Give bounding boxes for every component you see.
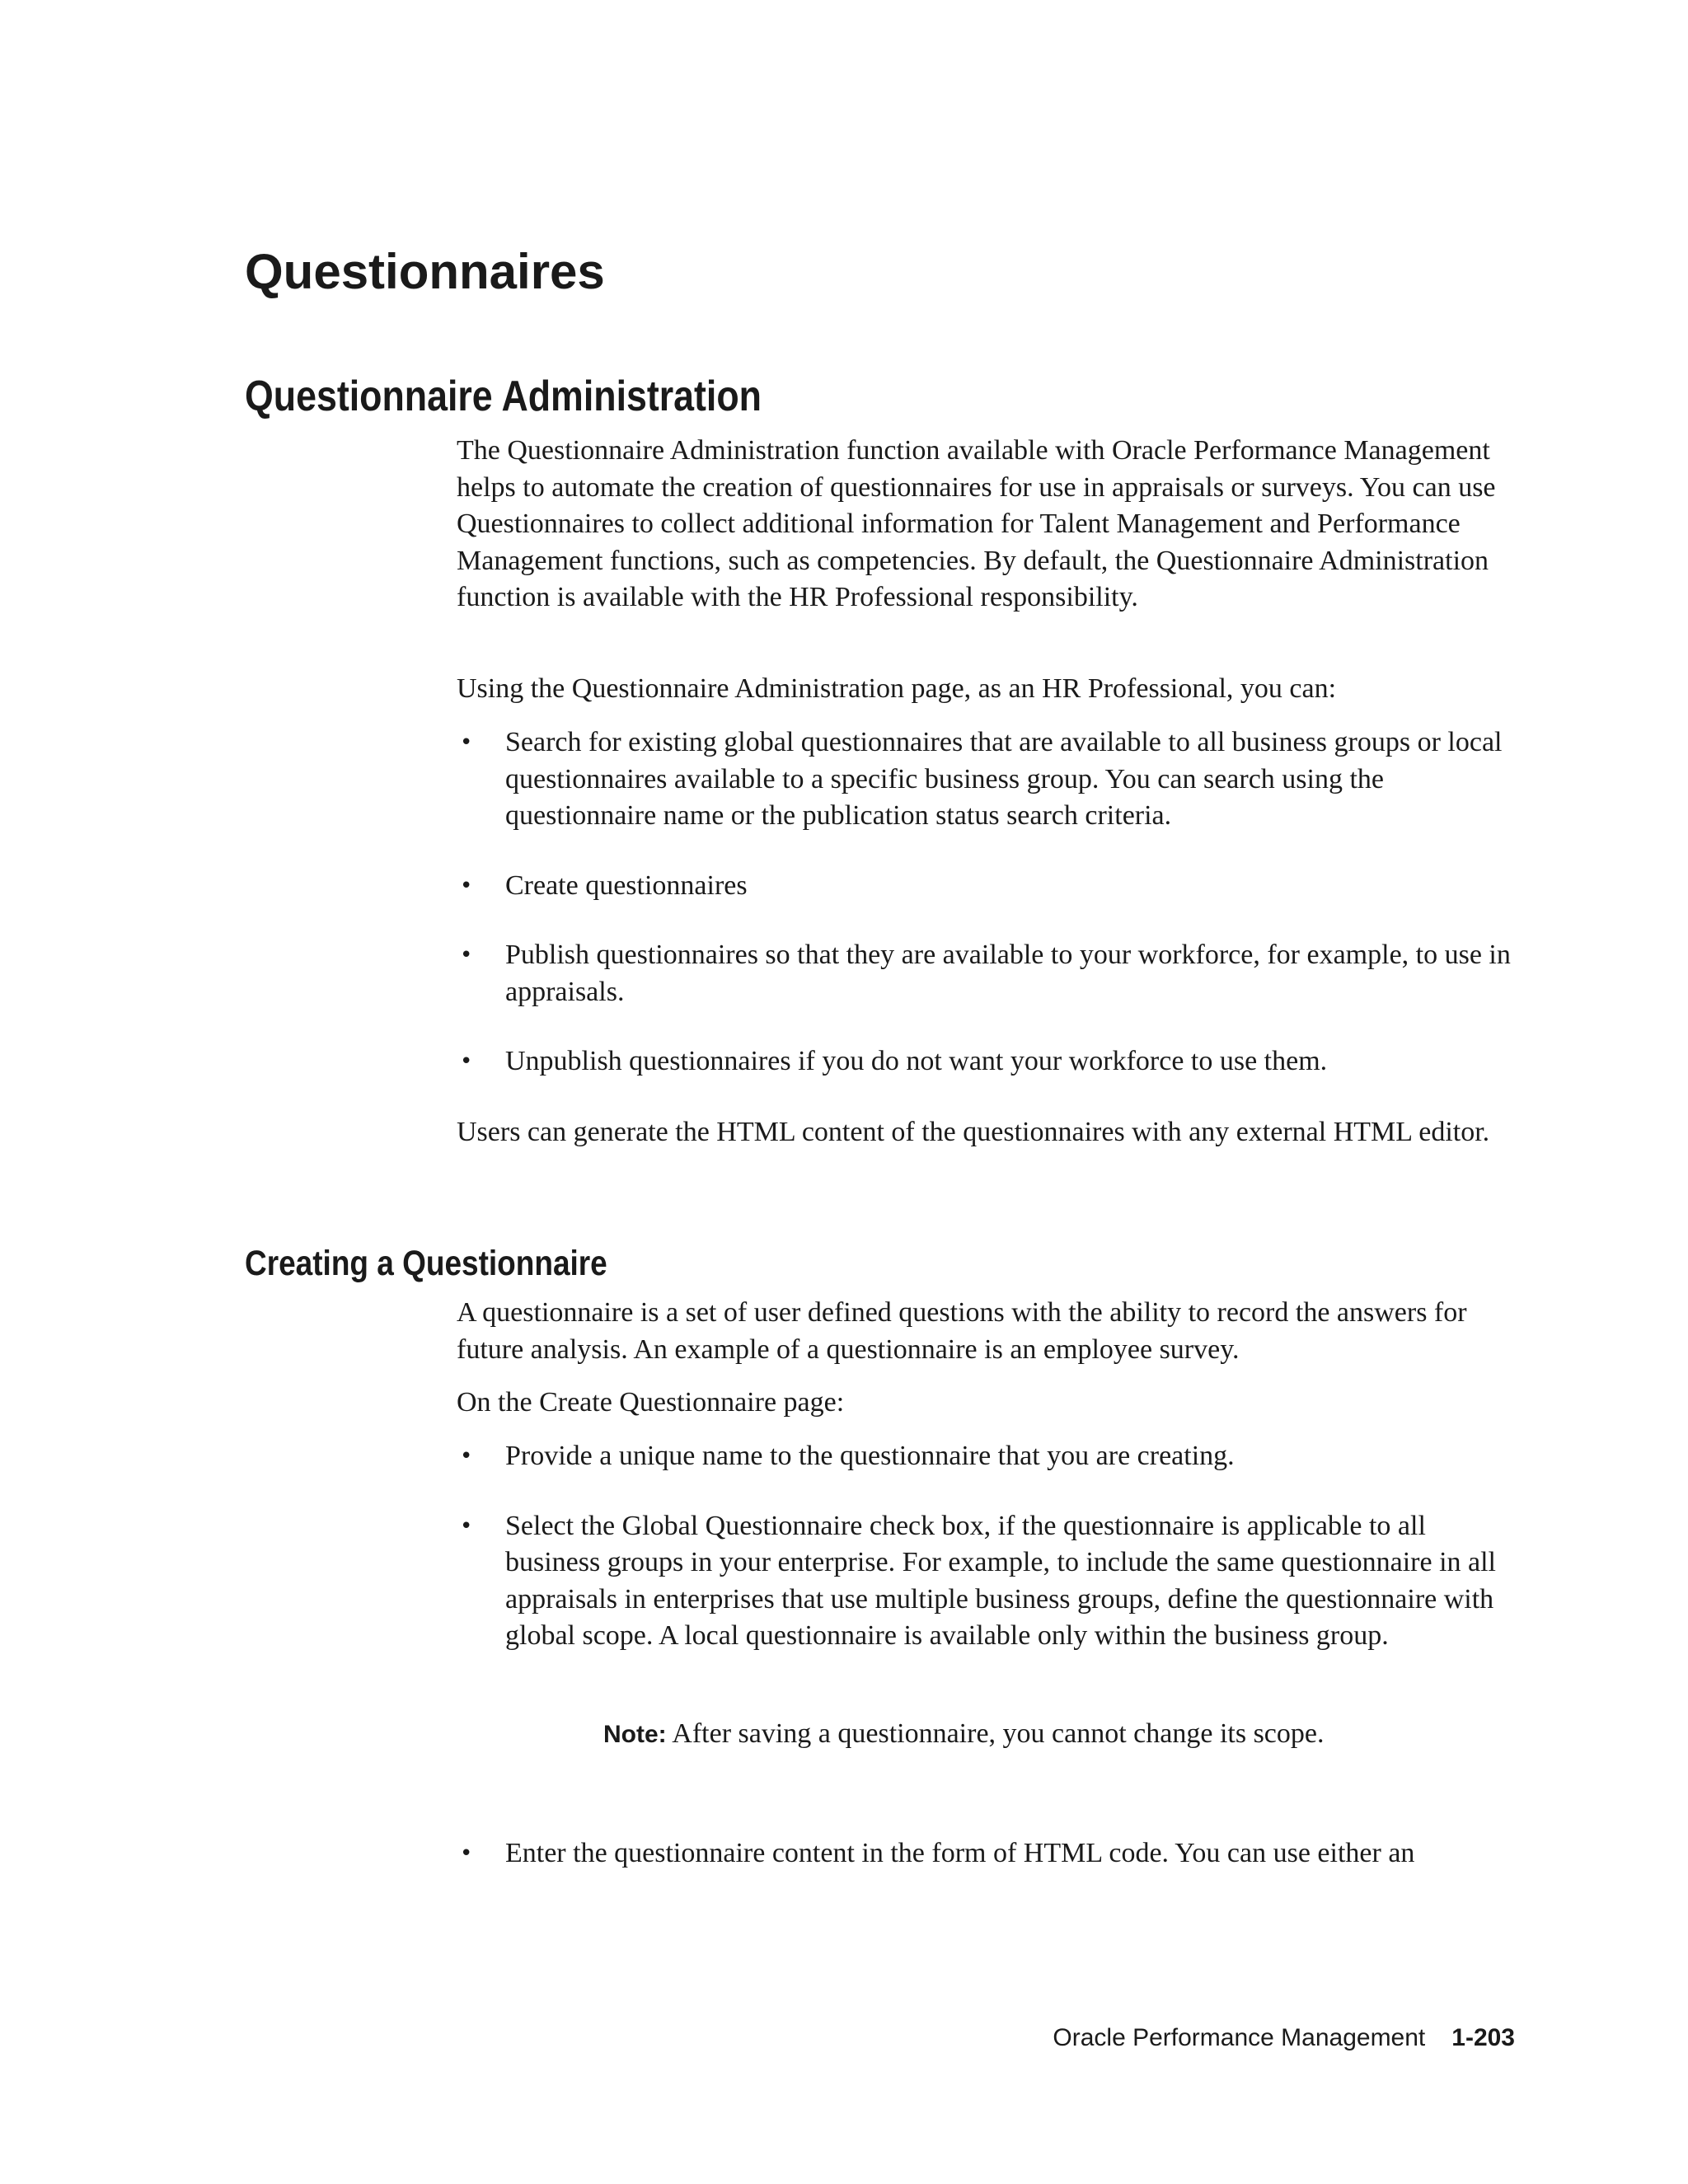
- bullet-icon: •: [460, 730, 473, 755]
- section-heading-creating-a-questionnaire: Creating a Questionnaire: [245, 1244, 607, 1283]
- list-item-text: Provide a unique name to the questionnaire that you are creating.: [505, 1441, 1235, 1471]
- section1-intro-paragraph: The Questionnaire Administration function available with Oracle Performance Management helps to automate the creation of questionnaires for use in appraisals or surveys. You can use Questionnaires to collect additional information for Talent Management and Performance Management functions, such as competencies. By default, the Questionnaire Administration function is available with the HR Professional responsibility.: [457, 435, 1496, 612]
- list-item-text: Create questionnaires: [505, 869, 748, 901]
- list-item: [457, 1835, 1520, 1872]
- section2-bullet-list: [457, 1438, 1520, 1655]
- list-item: [457, 1438, 1520, 1475]
- section1-closing-paragraph: Users can generate the HTML content of the questionnaires with any external HTML editor.: [457, 1117, 1490, 1147]
- list-item: [457, 724, 1520, 835]
- section2-intro-paragraph: A questionnaire is a set of user defined questions with the ability to record the answers for future analysis. An example of a questionnaire is an employee survey.: [457, 1297, 1467, 1365]
- bullet-icon: •: [460, 873, 473, 898]
- bullet-icon: •: [460, 1049, 473, 1074]
- list-item-text: Enter the questionnaire content in the form of HTML code. You can use either an: [505, 1838, 1415, 1868]
- bullet-icon: •: [460, 943, 473, 968]
- section1-lead-paragraph: Using the Questionnaire Administration page, as an HR Professional, you can:: [457, 673, 1337, 704]
- footer-title: Oracle Performance Management: [1053, 2024, 1426, 2051]
- note-text: After saving a questionnaire, you cannot change its scope.: [672, 1718, 1325, 1749]
- section-heading-questionnaire-administration: Questionnaire Administration: [245, 373, 762, 420]
- list-item: [457, 1043, 1520, 1080]
- section2-bullet-list-continued: [457, 1835, 1520, 1872]
- section2-lead-paragraph: On the Create Questionnaire page:: [457, 1387, 845, 1418]
- bullet-icon: •: [460, 1841, 473, 1866]
- list-item: [457, 1508, 1520, 1655]
- section1-bullet-list: [457, 724, 1520, 1080]
- page-number: 1-203: [1451, 2024, 1515, 2051]
- note-label: Note:: [603, 1721, 667, 1748]
- list-item: [457, 868, 1520, 905]
- list-item-text: Unpublish questionnaires if you do not want your workforce to use them.: [505, 1046, 1328, 1076]
- bullet-icon: •: [460, 1444, 473, 1469]
- page-footer: [1053, 2024, 1515, 2052]
- list-item-text: Search for existing global questionnaires that are available to all business groups or local questionnaires available to a specific business group. You can search using the questionnaire name or the publication status search criteria.: [505, 727, 1503, 831]
- list-item-text: Publish questionnaires so that they are available to your workforce, for example, to use in appraisals.: [505, 940, 1511, 1007]
- list-item: [457, 937, 1520, 1010]
- page-title: Questionnaires: [245, 244, 605, 299]
- bullet-icon: •: [460, 1513, 473, 1539]
- list-item-text: Select the Global Questionnaire check box, if the questionnaire is applicable to all business groups in your enterprise. For example, to include the same questionnaire in all appraisals in enterprises that use multiple business groups, define the questionnaire with global scope. A local questionnaire is available only within the business group.: [505, 1510, 1497, 1651]
- note-callout: [603, 1716, 1324, 1754]
